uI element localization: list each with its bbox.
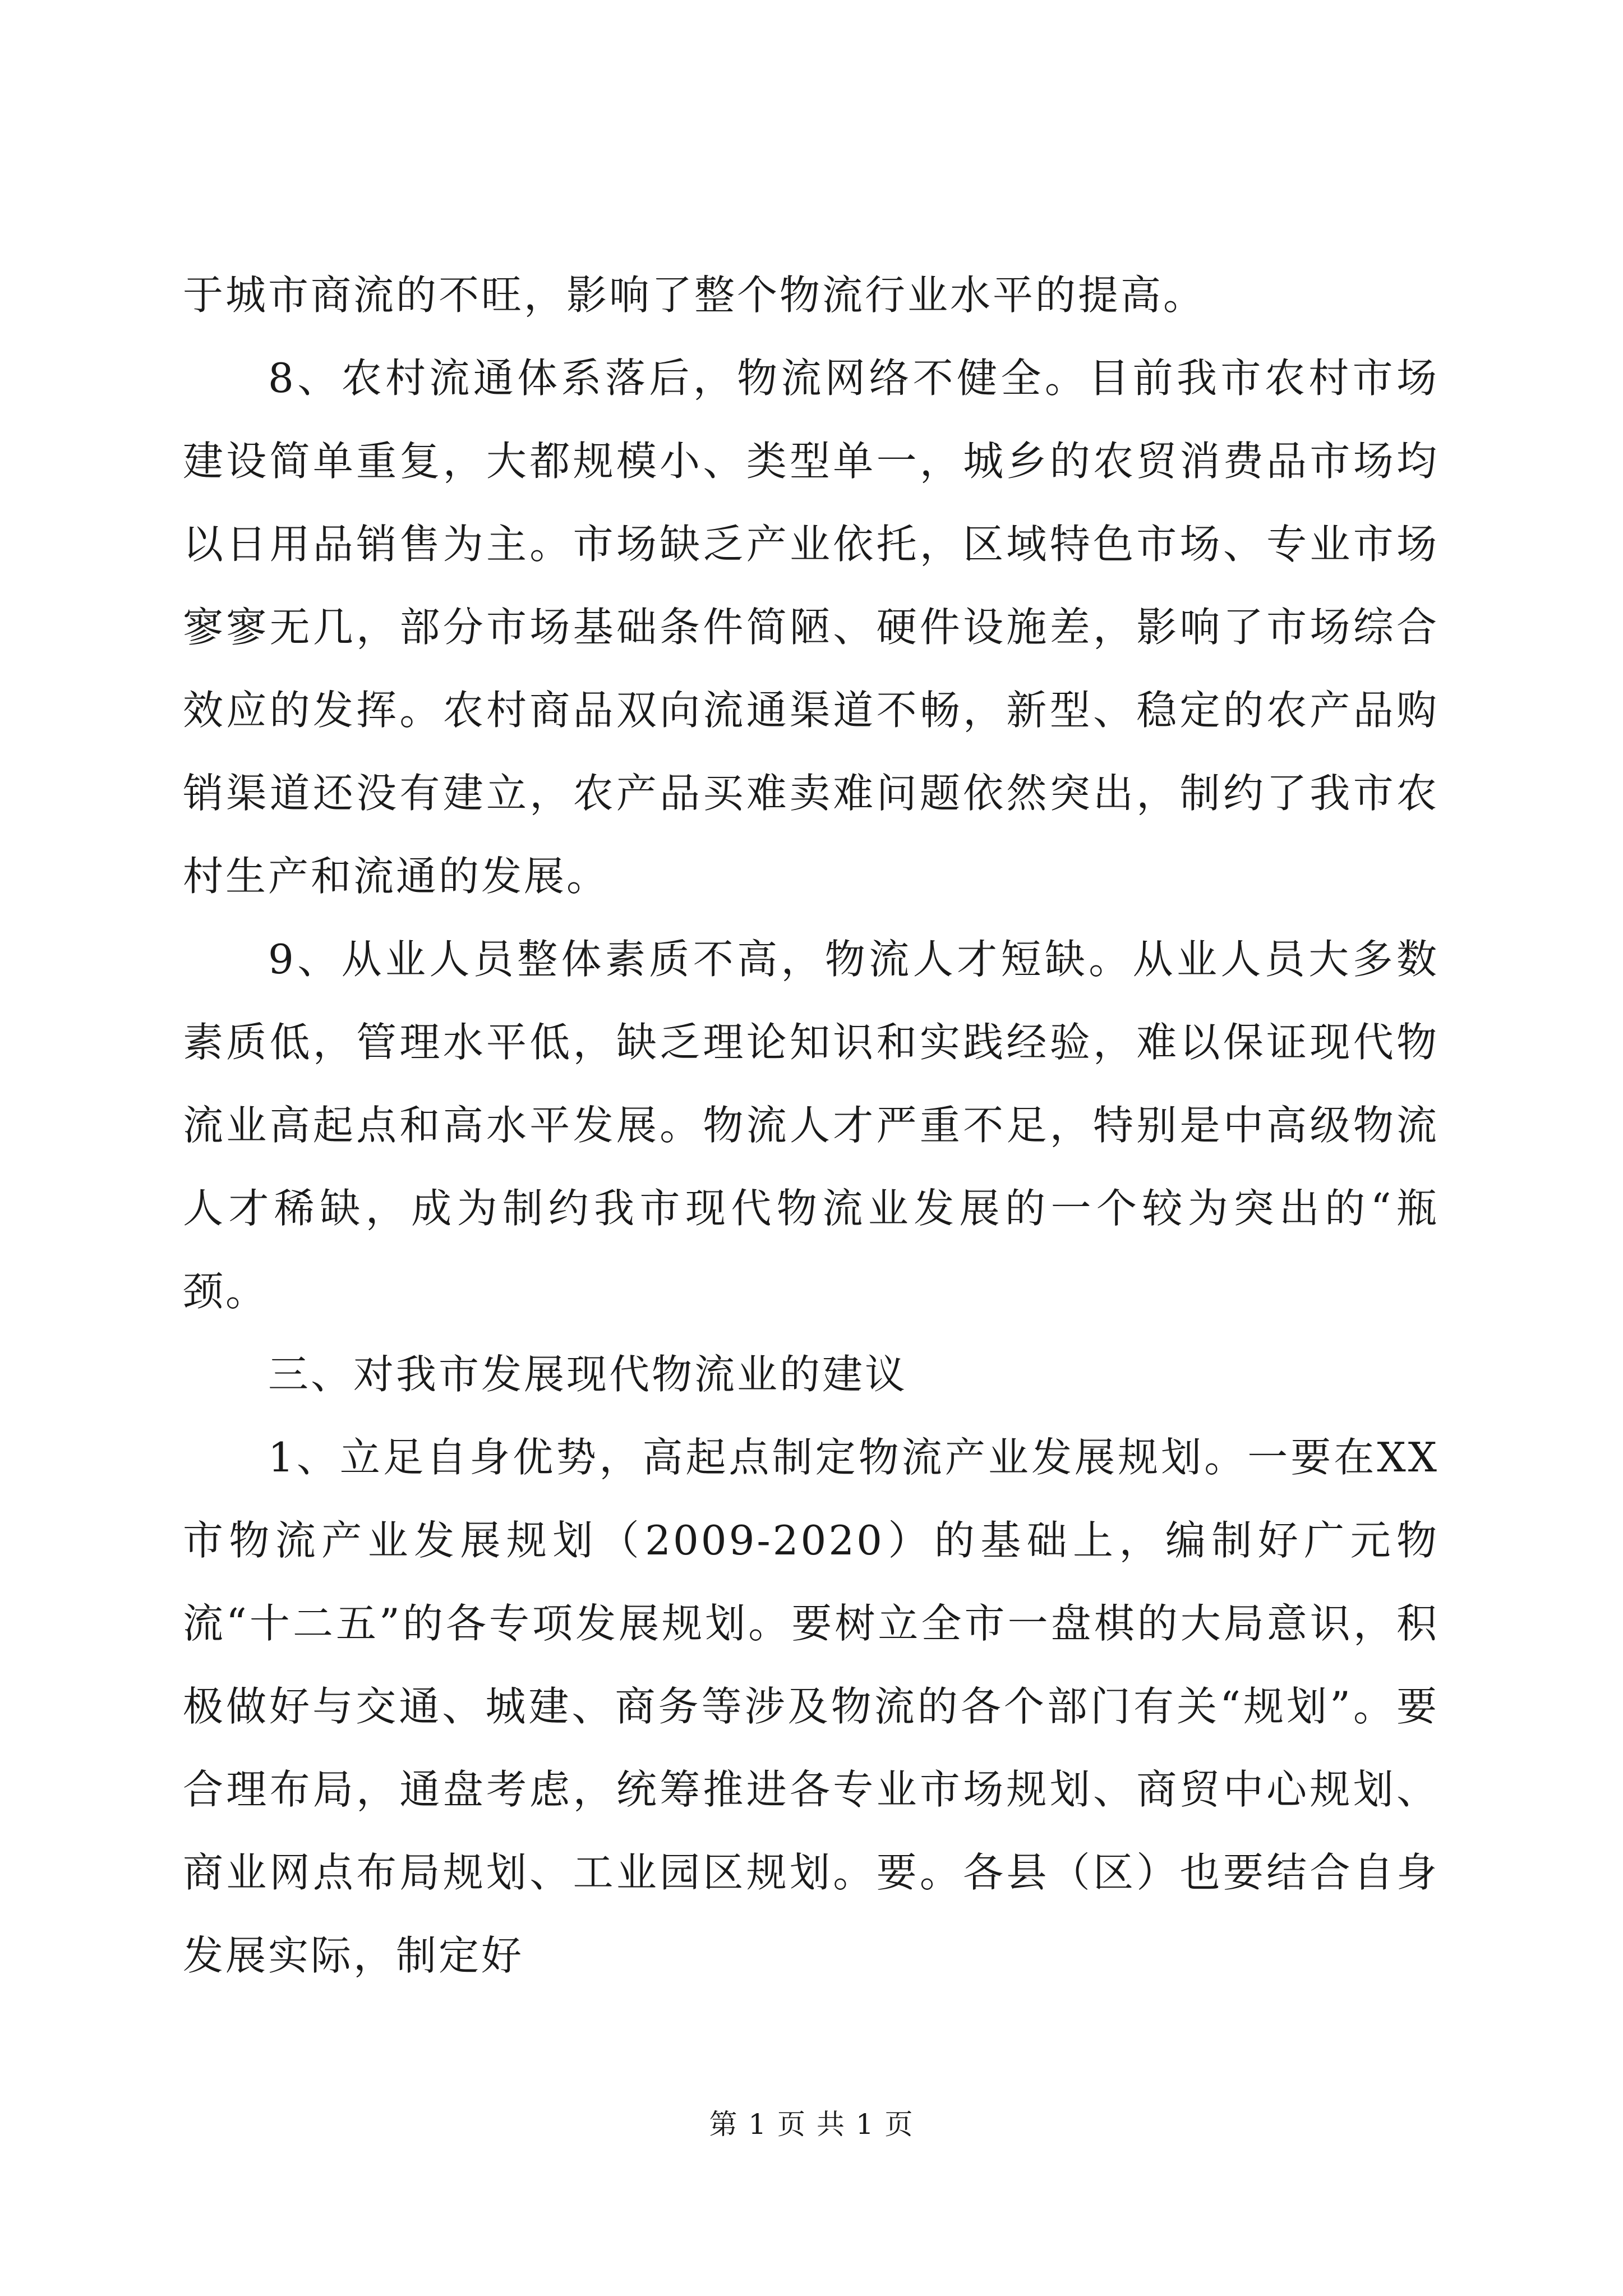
paragraph-talent-shortage: 9、从业人员整体素质不高，物流人才短缺。从业人员大多数素质低，管理水平低，缺乏理论知识和实践经验，难以保证现代物流业高起点和高水平发展。物流人才严重不足，特别是中高级物流人才稀缺，成为制约我市现代物流业发展的一个较为突出的“瓶颈。 bbox=[183, 936, 1439, 1315]
section-heading-suggestions: 三、对我市发展现代物流业的建议 bbox=[268, 1351, 908, 1398]
page-number: 第 1 页 共 1 页 bbox=[709, 2108, 914, 2141]
paragraph-continuation: 于城市商流的不旺，影响了整个物流行业水平的提高。 bbox=[183, 272, 1206, 319]
paragraph-planning: 1、立足自身优势，高起点制定物流产业发展规划。一要在XX市物流产业发展规划（2009-2020）的基础上，编制好广元物流“十二五”的各专项发展规划。要树立全市一盘棋的大局意识，积极做好与交通、城建、商务等涉及物流的各个部门有关“规划”。要合理布局，通盘考虑，统筹推进各专业市场规划、商贸中心规划、商业网点布局规划、工业园区规划。要。各县（区）也要结合自身发展实际，制定好 bbox=[183, 1434, 1439, 1979]
document-body bbox=[183, 254, 1439, 1997]
paragraph-rural-circulation: 8、农村流通体系落后，物流网络不健全。目前我市农村市场建设简单重复，大都规模小、类型单一，城乡的农贸消费品市场均以日用品销售为主。市场缺乏产业依托，区域特色市场、专业市场寥寥无几，部分市场基础条件简陋、硬件设施差，影响了市场综合效应的发挥。农村商品双向流通渠道不畅，新型、稳定的农产品购销渠道还没有建立，农产品买难卖难问题依然突出，制约了我市农村生产和流通的发展。 bbox=[183, 355, 1439, 900]
